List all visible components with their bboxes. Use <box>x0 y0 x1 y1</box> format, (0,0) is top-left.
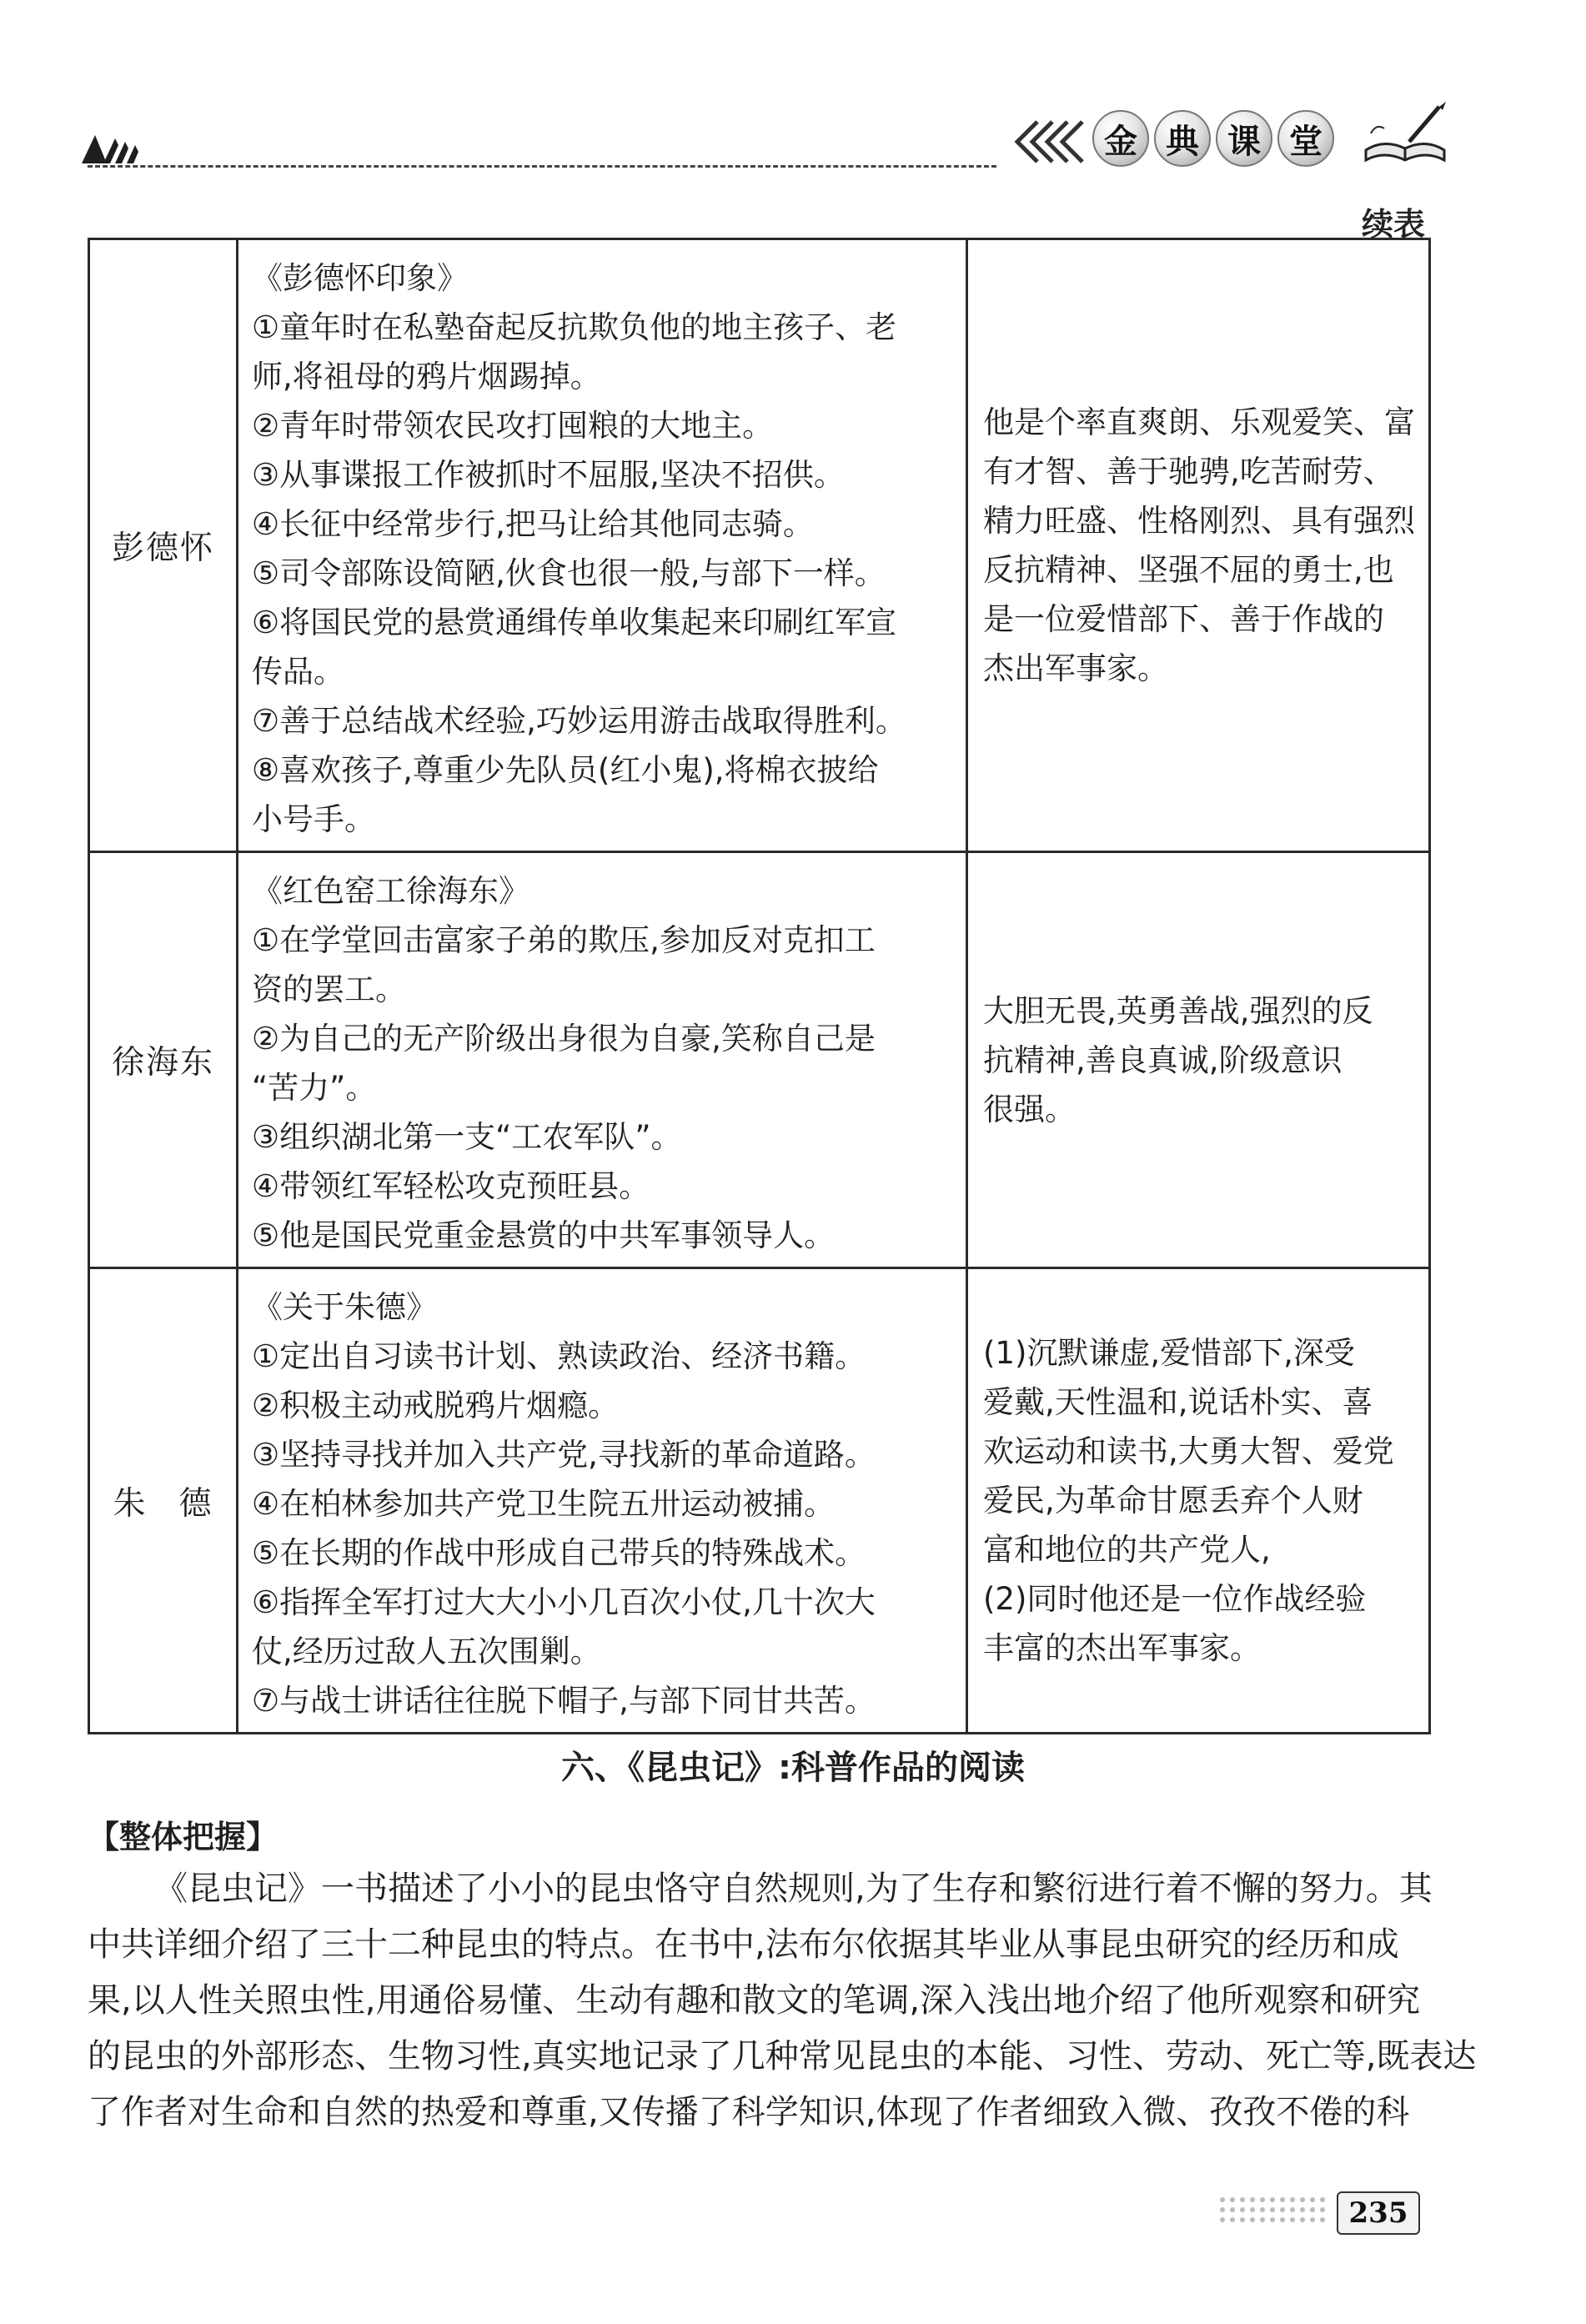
event-line: ⑤在长期的作战中形成自己带兵的特殊战术。 <box>252 1535 866 1571</box>
event-line: ①定出自习读书计划、熟读政治、经济书籍。 <box>252 1338 866 1374</box>
section-paragraph <box>88 1861 1477 2141</box>
event-line: ④在柏林参加共产党卫生院五卅运动被捕。 <box>252 1486 836 1522</box>
event-list <box>238 239 967 852</box>
event-line: ⑦善于总结战术经验,巧妙运用游击战取得胜利。 <box>252 703 906 739</box>
event-line: 资的罢工。 <box>252 971 406 1007</box>
trait-summary <box>967 852 1430 1268</box>
trait-summary <box>967 1268 1430 1734</box>
trait-line: 有才智、善于驰骋,吃苦耐劳、 <box>983 454 1394 489</box>
brand-char: 典 <box>1154 110 1211 167</box>
event-line: ②积极主动戒脱鸦片烟瘾。 <box>252 1388 620 1423</box>
trait-line: 爱民,为革命甘愿丢弃个人财 <box>983 1483 1363 1518</box>
event-line: 《关于朱德》 <box>252 1289 437 1325</box>
trait-summary <box>967 239 1430 852</box>
character-table <box>88 238 1431 1734</box>
header-dashed-rule <box>88 165 996 168</box>
event-list <box>238 852 967 1268</box>
header-chevrons-icon <box>1009 117 1084 167</box>
trait-line: 爱戴,天性温和,说话朴实、喜 <box>983 1384 1373 1420</box>
paragraph-line: 了作者对生命和自然的热爱和尊重,又传播了科学知识,体现了作者细致入微、孜孜不倦的科 <box>88 2093 1410 2131</box>
page-number: 235 <box>1337 2191 1420 2235</box>
paragraph-line: 《昆虫记》一书描述了小小的昆虫恪守自然规则,为了生存和繁衍进行着不懈的努力。其 <box>154 1870 1433 1908</box>
event-line: ④长征中经常步行,把马让给其他同志骑。 <box>252 506 814 542</box>
event-line: ⑥指挥全军打过大大小小几百次小仗,几十次大 <box>252 1584 876 1620</box>
trait-line: 精力旺盛、性格刚烈、具有强烈 <box>983 503 1415 539</box>
event-list <box>238 1268 967 1734</box>
event-line: “苦力”。 <box>252 1070 377 1106</box>
series-brand <box>1092 110 1334 167</box>
trait-line: 富和地位的共产党人, <box>983 1532 1271 1568</box>
trait-line: (1)沉默谦虚,爱惜部下,深受 <box>983 1335 1355 1371</box>
event-line: ⑤司令部陈设简陋,伙食也很一般,与部下一样。 <box>252 555 886 591</box>
character-name: 徐海东 <box>89 852 238 1268</box>
table-row <box>89 239 1430 852</box>
trait-line: 反抗精神、坚强不屈的勇士,也 <box>983 552 1394 588</box>
event-line: ⑦与战士讲话往往脱下帽子,与部下同甘共苦。 <box>252 1683 876 1719</box>
table-row <box>89 852 1430 1268</box>
event-line: ④带领红军轻松攻克预旺县。 <box>252 1168 650 1204</box>
event-line: ③组织湖北第一支“工农军队”。 <box>252 1119 682 1155</box>
event-line: ⑤他是国民党重金悬赏的中共军事领导人。 <box>252 1217 836 1253</box>
trait-line: (2)同时他还是一位作战经验 <box>983 1581 1367 1617</box>
character-name: 彭德怀 <box>89 239 238 852</box>
brand-char: 金 <box>1092 110 1149 167</box>
event-line: ①在学堂回击富家子弟的欺压,参加反对克扣工 <box>252 922 876 958</box>
table-row <box>89 1268 1430 1734</box>
trait-line: 他是个率直爽朗、乐观爱笑、富 <box>983 404 1415 440</box>
open-book-pen-icon <box>1359 100 1451 167</box>
event-line: ①童年时在私塾奋起反抗欺负他的地主孩子、老 <box>252 309 897 345</box>
event-line: ⑧喜欢孩子,尊重少先队员(红小鬼),将棉衣披给 <box>252 752 879 788</box>
event-line: ③从事谍报工作被抓时不屈服,坚决不招供。 <box>252 457 845 493</box>
brand-char: 堂 <box>1277 110 1334 167</box>
event-line: 师,将祖母的鸦片烟踢掉。 <box>252 359 601 394</box>
section-subheading: 【整体把握】 <box>88 1819 279 1855</box>
event-line: ③坚持寻找并加入共产党,寻找新的革命道路。 <box>252 1437 876 1473</box>
trait-line: 欢运动和读书,大勇大智、爱党 <box>983 1433 1394 1469</box>
paragraph-line: 中共详细介绍了三十二种昆虫的特点。在书中,法布尔依据其毕业从事昆虫研究的经历和成 <box>88 1925 1399 1964</box>
footer-dot-pattern <box>1217 2193 1326 2226</box>
event-line: 传品。 <box>252 654 344 690</box>
trait-line: 大胆无畏,英勇善战,强烈的反 <box>983 992 1373 1029</box>
paragraph-line: 的昆虫的外部形态、生物习性,真实地记录了几种常见昆虫的本能、习性、劳动、死亡等,既表达 <box>88 2037 1477 2076</box>
table-continued-label: 续表 <box>1362 206 1426 243</box>
trait-line: 杰出军事家。 <box>983 650 1168 686</box>
brand-char: 课 <box>1216 110 1272 167</box>
event-line: ⑥将国民党的悬赏通缉传单收集起来印刷红军宣 <box>252 605 897 640</box>
trait-line: 是一位爱惜部下、善于作战的 <box>983 601 1384 637</box>
section-title: 六、《昆虫记》:科普作品的阅读 <box>561 1749 1025 1787</box>
trait-line: 抗精神,善良真诚,阶级意识 <box>983 1042 1343 1078</box>
trait-line: 很强。 <box>983 1091 1076 1127</box>
paragraph-line: 果,以人性关照虫性,用通俗易懂、生动有趣和散文的笔调,深入浅出地介绍了他所观察和研究 <box>88 1981 1421 2020</box>
trait-line: 丰富的杰出军事家。 <box>983 1630 1261 1666</box>
event-line: ②青年时带领农民攻打囤粮的大地主。 <box>252 408 774 444</box>
event-line: ②为自己的无产阶级出身很为自豪,笑称自己是 <box>252 1021 876 1057</box>
header-triangle-mark <box>82 130 147 165</box>
event-line: 《红色窑工徐海东》 <box>252 873 530 909</box>
event-line: 小号手。 <box>252 801 375 837</box>
event-line: 《彭德怀印象》 <box>252 260 468 296</box>
character-name: 朱德 <box>89 1268 238 1734</box>
event-line: 仗,经历过敌人五次围剿。 <box>252 1634 601 1669</box>
